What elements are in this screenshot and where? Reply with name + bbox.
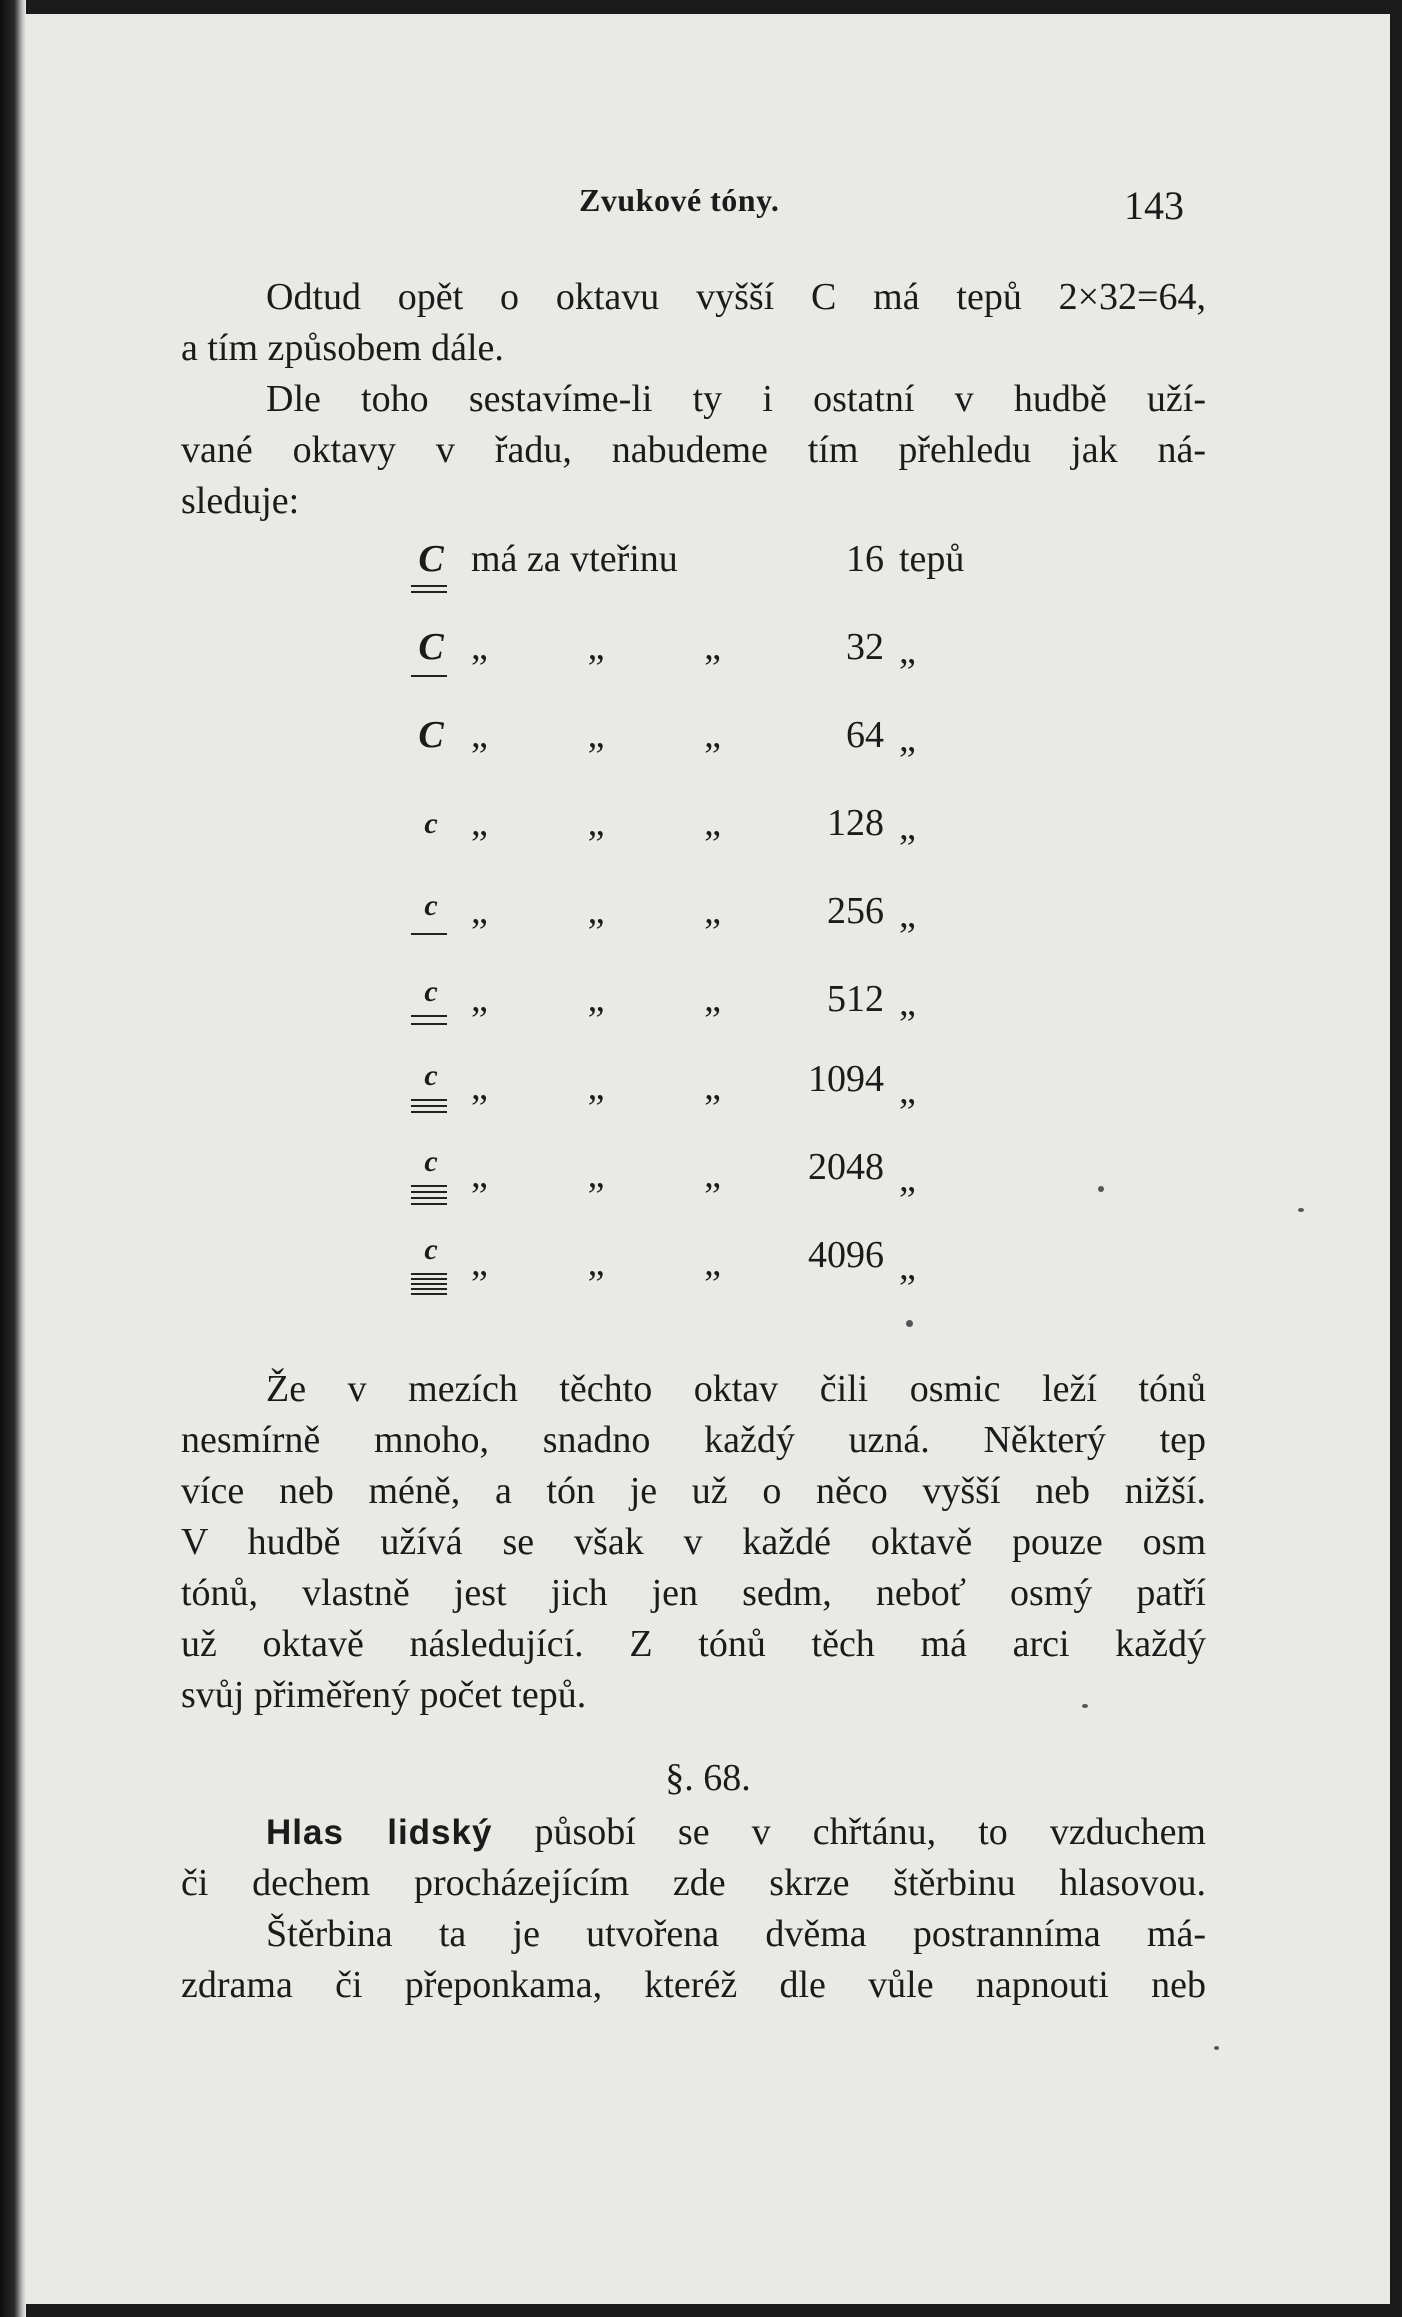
beats-value: 128 <box>827 802 884 844</box>
page-number: 143 <box>1124 183 1184 228</box>
ditto-mark: „ <box>899 718 916 760</box>
note-name: C <box>418 538 444 580</box>
note-name: c <box>424 1059 438 1092</box>
text-line: tónů, vlastně jest jich jen sedm, neboť osmý patří <box>181 1572 1206 1614</box>
row-description: má za vteřinu <box>471 538 678 580</box>
text-line: nesmírně mnoho, snadno každý uzná. Některý tep <box>181 1419 1206 1461</box>
table-row <box>409 617 969 705</box>
ditto-mark: „ <box>587 1242 605 1284</box>
octave-mark <box>411 1293 447 1295</box>
ditto-mark: „ <box>704 1154 721 1196</box>
scan-speck <box>1082 1704 1088 1708</box>
scan-speck <box>906 1320 913 1327</box>
ditto-mark: „ <box>587 626 605 668</box>
octave-mark <box>411 1105 447 1107</box>
ditto-mark: „ <box>899 1158 916 1200</box>
note-name: c <box>424 889 438 922</box>
note-name: c <box>424 1145 438 1178</box>
ditto-mark: „ <box>587 1066 605 1108</box>
ditto-mark: „ <box>704 1242 721 1284</box>
octave-mark <box>411 1023 447 1025</box>
octave-mark <box>411 933 447 935</box>
paragraph-4 <box>181 1807 1206 2011</box>
section-heading: §. 68. <box>665 1757 751 1799</box>
scan-speck <box>1298 1208 1304 1212</box>
text-line: svůj přiměřený počet tepů. <box>181 1674 587 1716</box>
table-row <box>409 1057 969 1145</box>
ditto-mark: „ <box>587 1154 605 1196</box>
text-line: sleduje: <box>181 480 300 522</box>
octave-mark <box>411 1288 447 1290</box>
octave-mark <box>411 1191 447 1193</box>
ditto-mark: „ <box>704 978 721 1020</box>
scan-speck <box>1098 1186 1104 1192</box>
beats-value: 16 <box>846 538 884 580</box>
octave-frequency-table <box>409 529 969 1321</box>
octave-mark <box>411 591 447 593</box>
text-line: už oktavě následující. Z tónů těch má arci každý <box>181 1623 1206 1665</box>
text-line <box>181 1807 1206 1858</box>
text-line: vané oktavy v řadu, nabudeme tím přehledu jak ná- <box>181 429 1206 471</box>
scan-speck <box>1214 2046 1219 2050</box>
ditto-mark: „ <box>471 978 488 1020</box>
paragraph-2 <box>181 374 1206 527</box>
ditto-mark: „ <box>471 1066 488 1108</box>
octave-mark <box>411 675 447 677</box>
text-line: zdrama či přeponkama, kteréž dle vůle napnouti neb <box>181 1964 1206 2006</box>
note-name: C <box>418 626 444 668</box>
table-row <box>409 1233 969 1321</box>
ditto-mark: „ <box>899 894 916 936</box>
text-line: V hudbě užívá se však v každé oktavě pouze osm <box>181 1521 1206 1563</box>
beats-value: 256 <box>827 890 884 932</box>
ditto-mark: „ <box>899 1070 916 1112</box>
note-name: c <box>424 807 438 840</box>
text-line: a tím způsobem dále. <box>181 327 504 369</box>
ditto-mark: „ <box>704 802 721 844</box>
paragraph-3 <box>181 1364 1206 1721</box>
beats-value: 4096 <box>808 1234 884 1276</box>
ditto-mark: „ <box>471 626 488 668</box>
table-row <box>409 529 969 617</box>
octave-mark <box>411 1283 447 1285</box>
book-page <box>26 14 1390 2304</box>
ditto-mark: „ <box>899 630 916 672</box>
text-line: více neb méně, a tón je už o něco vyšší neb nižší. <box>181 1470 1206 1512</box>
table-row <box>409 1145 969 1233</box>
ditto-mark: „ <box>704 890 721 932</box>
page-binding-edge <box>0 0 26 2317</box>
beats-value: 1094 <box>808 1058 884 1100</box>
unit-label: tepů <box>899 538 965 580</box>
note-name: C <box>418 714 444 756</box>
table-row <box>409 881 969 969</box>
table-row <box>409 705 969 793</box>
ditto-mark: „ <box>704 626 721 668</box>
ditto-mark: „ <box>471 1242 488 1284</box>
ditto-mark: „ <box>471 1154 488 1196</box>
text-line: Štěrbina ta je utvořena dvěma postranníma má- <box>266 1913 1206 1955</box>
ditto-mark: „ <box>704 1066 721 1108</box>
ditto-mark: „ <box>471 890 488 932</box>
text-line: Že v mezích těchto oktav čili osmic leží tónů <box>266 1368 1206 1410</box>
bold-lead-term: Hlas lidský <box>266 1813 493 1852</box>
octave-mark <box>411 1099 447 1101</box>
note-name: c <box>424 975 438 1008</box>
note-name: c <box>424 1233 438 1266</box>
paragraph-1 <box>181 272 1206 374</box>
octave-mark <box>411 1111 447 1113</box>
ditto-mark: „ <box>899 1246 916 1288</box>
table-row <box>409 969 969 1057</box>
running-title: Zvukové tóny. <box>579 182 780 218</box>
beats-value: 512 <box>827 978 884 1020</box>
ditto-mark: „ <box>587 890 605 932</box>
ditto-mark: „ <box>471 714 488 756</box>
ditto-mark: „ <box>471 802 488 844</box>
ditto-mark: „ <box>587 714 605 756</box>
beats-value: 64 <box>846 714 884 756</box>
ditto-mark: „ <box>899 806 916 848</box>
octave-mark <box>411 1273 447 1275</box>
beats-value: 2048 <box>808 1146 884 1188</box>
ditto-mark: „ <box>704 714 721 756</box>
ditto-mark: „ <box>587 978 605 1020</box>
octave-mark <box>411 1203 447 1205</box>
octave-mark <box>411 585 447 587</box>
text-line: či dechem procházejícím zde skrze štěrbinu hlasovou. <box>181 1862 1206 1904</box>
text-line: Odtud opět o oktavu vyšší C má tepů 2×32=64, <box>266 276 1206 318</box>
octave-mark <box>411 1197 447 1199</box>
octave-mark <box>411 1015 447 1017</box>
table-row <box>409 793 969 881</box>
octave-mark <box>411 1278 447 1280</box>
text-fragment: působí se v chřtánu, to vzduchem <box>534 1811 1206 1853</box>
beats-value: 32 <box>846 626 884 668</box>
ditto-mark: „ <box>899 982 916 1024</box>
octave-mark <box>411 1185 447 1187</box>
ditto-mark: „ <box>587 802 605 844</box>
text-line: Dle toho sestavíme-li ty i ostatní v hudbě uží- <box>266 378 1206 420</box>
